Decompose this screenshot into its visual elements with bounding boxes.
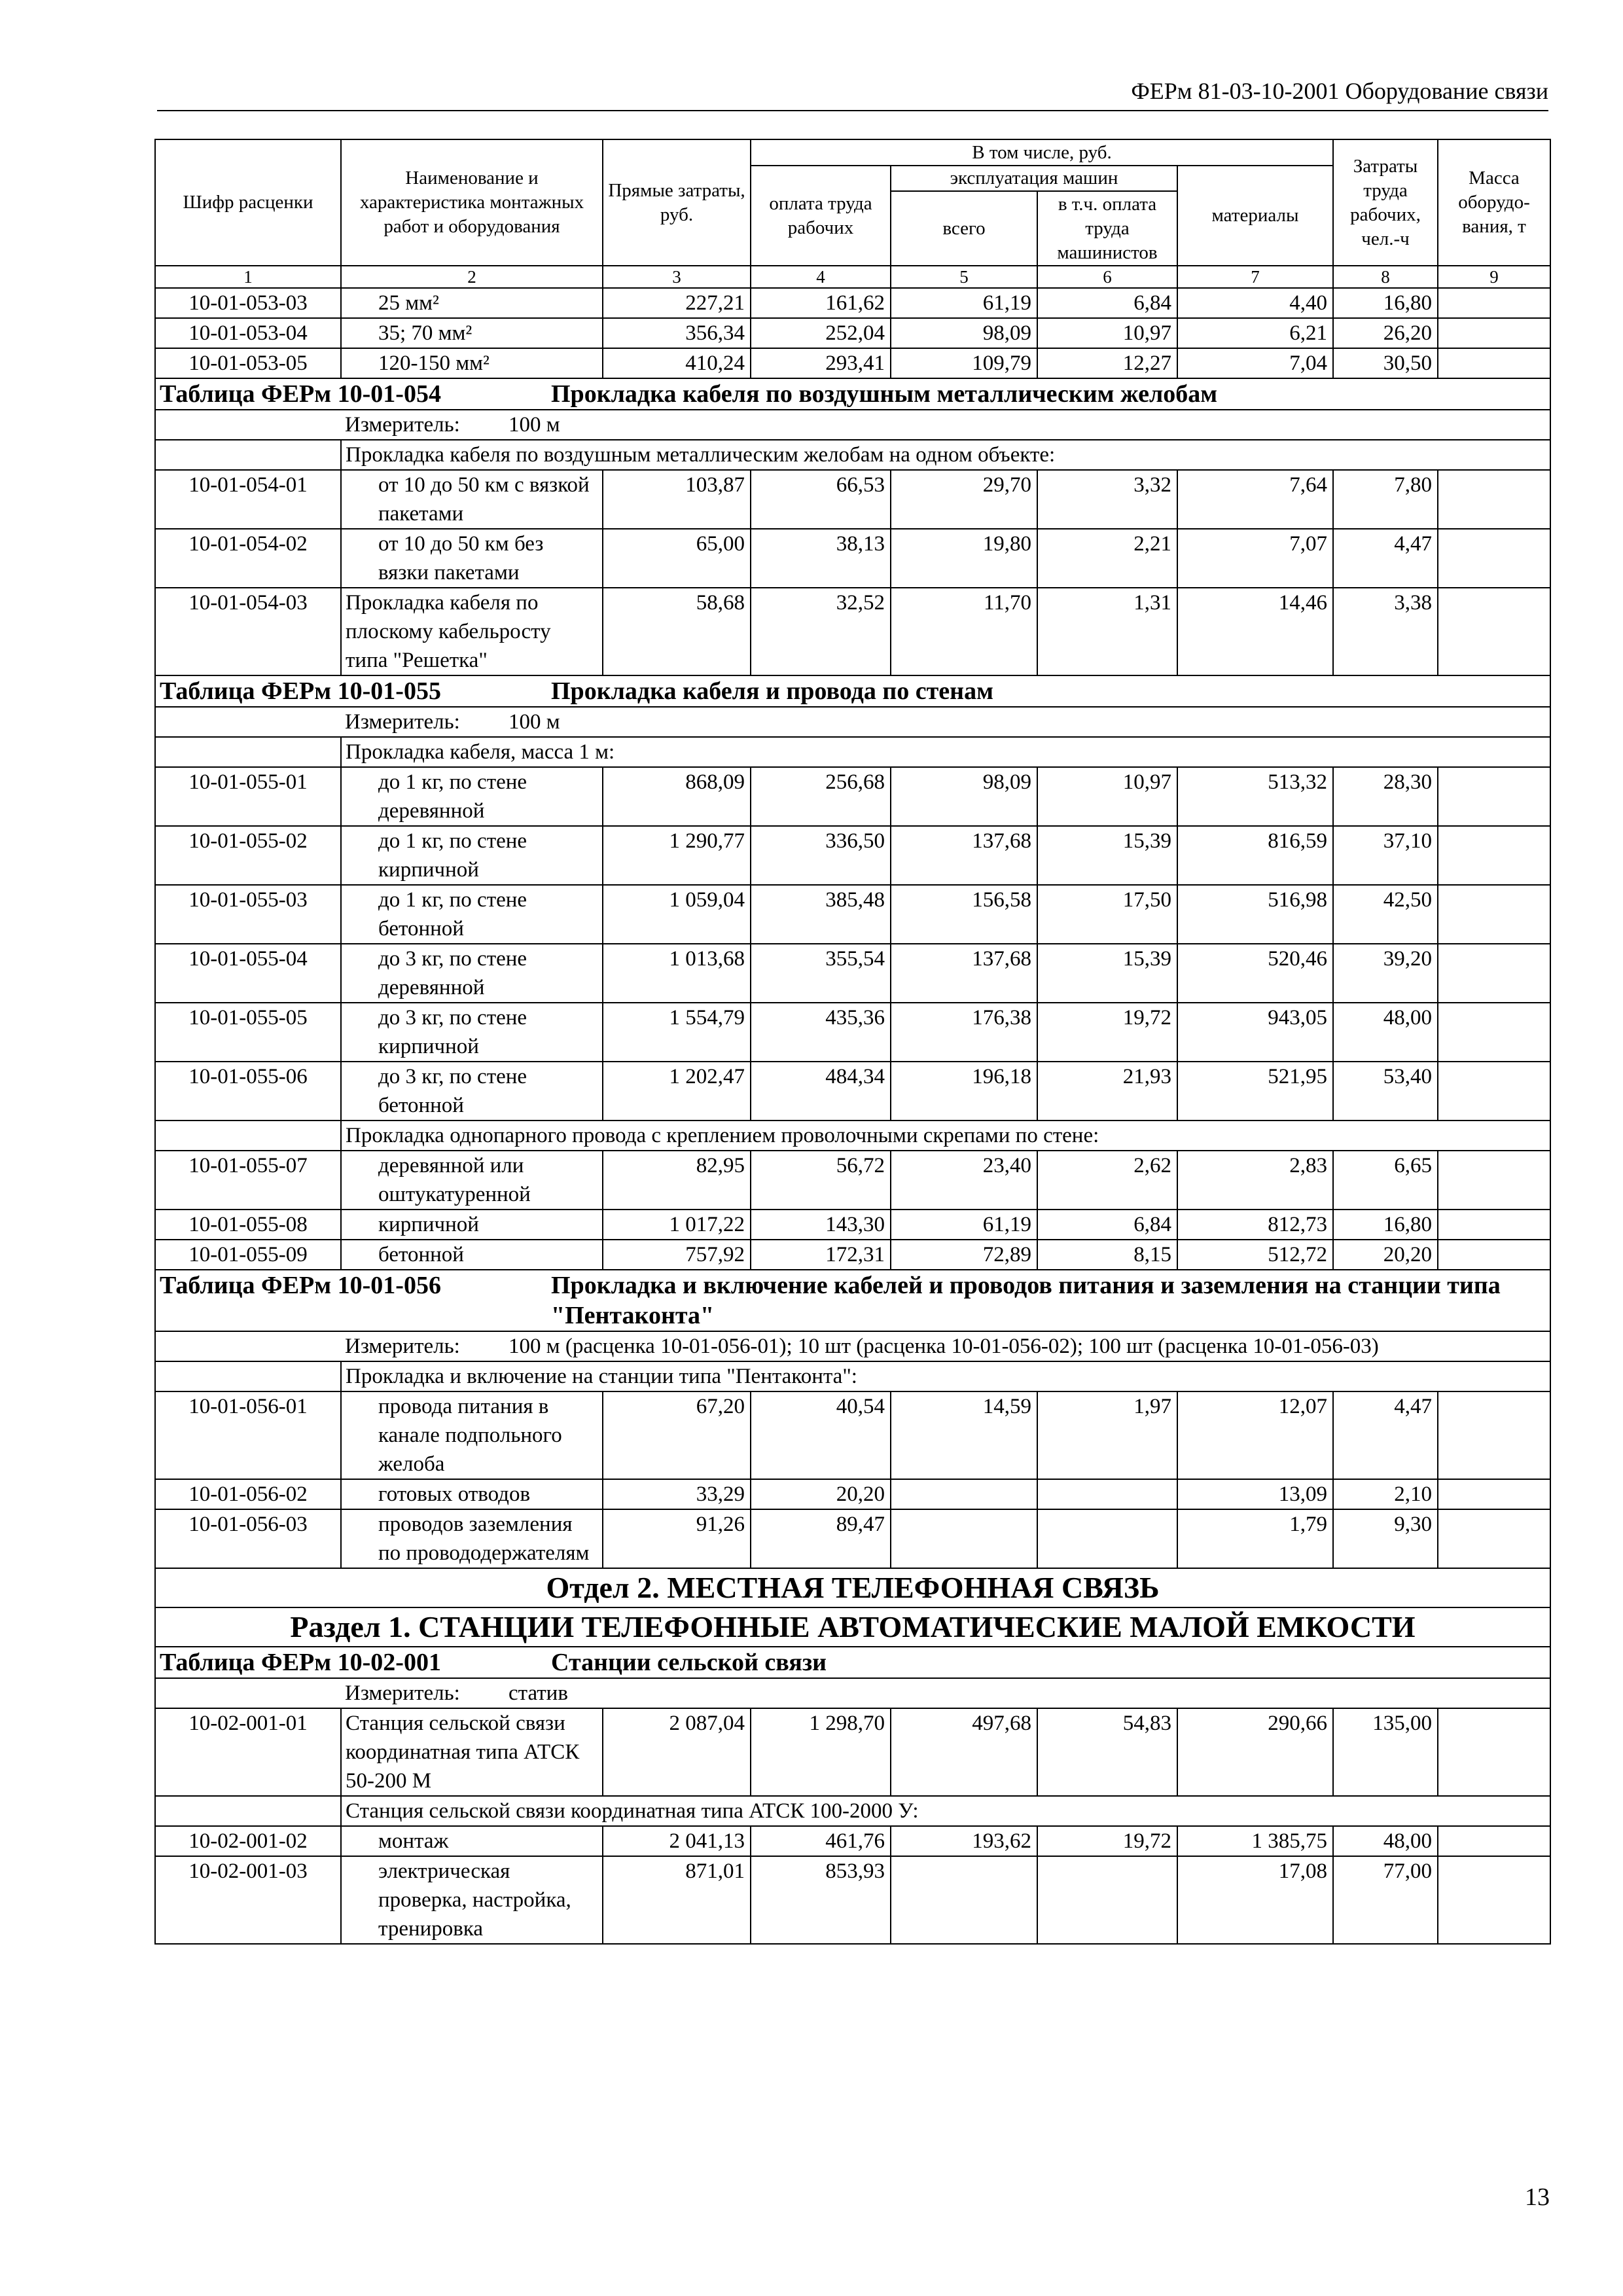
work-name: от 10 до 50 км с вязкой пакетами bbox=[341, 470, 603, 529]
labor-hours: 9,30 bbox=[1333, 1509, 1438, 1568]
table-row bbox=[155, 288, 1550, 318]
col-oplata: оплата труда рабочих bbox=[751, 166, 891, 266]
labor-pay: 461,76 bbox=[751, 1826, 891, 1856]
direct-costs: 868,09 bbox=[603, 767, 751, 826]
measure-label: Измеритель: bbox=[345, 1335, 460, 1358]
table-row bbox=[155, 1856, 1550, 1944]
rate-code: 10-01-055-04 bbox=[155, 944, 341, 1003]
table-row bbox=[155, 1708, 1550, 1796]
col-ekspl: эксплуатация машин bbox=[891, 166, 1177, 191]
machines-total: 137,68 bbox=[891, 944, 1037, 1003]
direct-costs: 103,87 bbox=[603, 470, 751, 529]
work-name: Станция сельской связи координатная типа АТСК 50-200 М bbox=[341, 1708, 603, 1796]
direct-costs: 1 554,79 bbox=[603, 1003, 751, 1062]
rate-code: 10-01-055-05 bbox=[155, 1003, 341, 1062]
labor-pay: 256,68 bbox=[751, 767, 891, 826]
rate-code: 10-02-001-01 bbox=[155, 1708, 341, 1796]
table-title: Станции сельской связи bbox=[551, 1649, 827, 1676]
col-vtomchisle: В том числе, руб. bbox=[751, 139, 1333, 166]
rate-code: 10-01-053-03 bbox=[155, 288, 341, 318]
subheader-text: Прокладка кабеля, масса 1 м: bbox=[341, 737, 1550, 767]
labor-pay: 66,53 bbox=[751, 470, 891, 529]
operators-pay bbox=[1037, 1856, 1177, 1944]
work-name: кирпичной bbox=[341, 1210, 603, 1240]
materials: 516,98 bbox=[1177, 885, 1333, 944]
machines-total: 176,38 bbox=[891, 1003, 1037, 1062]
work-name: проводов заземления по провододержателям bbox=[341, 1509, 603, 1568]
subsection-heading-row bbox=[155, 1607, 1550, 1647]
page-number: 13 bbox=[1525, 2183, 1550, 2211]
col-naim: Наименование и характеристика монтажных работ и оборудования bbox=[341, 139, 603, 266]
labor-hours: 6,65 bbox=[1333, 1151, 1438, 1210]
col-num: 3 bbox=[603, 266, 751, 288]
rate-code: 10-01-055-06 bbox=[155, 1062, 341, 1121]
table-title-row bbox=[155, 378, 1550, 410]
machines-total: 98,09 bbox=[891, 767, 1037, 826]
table-row bbox=[155, 1062, 1550, 1121]
labor-hours: 4,47 bbox=[1333, 529, 1438, 588]
table-row bbox=[155, 1479, 1550, 1509]
labor-hours: 39,20 bbox=[1333, 944, 1438, 1003]
subsection-heading: Раздел 1. СТАНЦИИ ТЕЛЕФОННЫЕ АВТОМАТИЧЕСКИЕ МАЛОЙ ЕМКОСТИ bbox=[155, 1607, 1550, 1647]
work-name: бетонной bbox=[341, 1240, 603, 1270]
labor-hours: 135,00 bbox=[1333, 1708, 1438, 1796]
equipment-mass bbox=[1438, 470, 1550, 529]
labor-hours: 53,40 bbox=[1333, 1062, 1438, 1121]
col-num: 9 bbox=[1438, 266, 1550, 288]
col-materialy: материалы bbox=[1177, 166, 1333, 266]
direct-costs: 82,95 bbox=[603, 1151, 751, 1210]
direct-costs: 1 290,77 bbox=[603, 826, 751, 885]
table-title: Прокладка кабеля по воздушным металлическим желобам bbox=[551, 380, 1218, 408]
work-name: до 3 кг, по стене кирпичной bbox=[341, 1003, 603, 1062]
equipment-mass bbox=[1438, 588, 1550, 675]
materials: 6,21 bbox=[1177, 318, 1333, 348]
table-row bbox=[155, 529, 1550, 588]
operators-pay: 10,97 bbox=[1037, 767, 1177, 826]
rate-code: 10-01-056-01 bbox=[155, 1391, 341, 1479]
table-row bbox=[155, 1210, 1550, 1240]
measure-value: статив bbox=[508, 1681, 568, 1705]
machines-total bbox=[891, 1856, 1037, 1944]
labor-hours: 7,80 bbox=[1333, 470, 1438, 529]
rate-code: 10-01-055-03 bbox=[155, 885, 341, 944]
equipment-mass bbox=[1438, 1826, 1550, 1856]
operators-pay: 6,84 bbox=[1037, 1210, 1177, 1240]
subheader-row bbox=[155, 440, 1550, 470]
operators-pay: 21,93 bbox=[1037, 1062, 1177, 1121]
subheader-text: Прокладка однопарного провода с креплением проволочными скрепами по стене: bbox=[341, 1121, 1550, 1151]
machines-total: 98,09 bbox=[891, 318, 1037, 348]
operators-pay: 15,39 bbox=[1037, 944, 1177, 1003]
rate-code: 10-01-056-02 bbox=[155, 1479, 341, 1509]
labor-pay: 385,48 bbox=[751, 885, 891, 944]
col-num: 2 bbox=[341, 266, 603, 288]
materials: 521,95 bbox=[1177, 1062, 1333, 1121]
labor-hours: 20,20 bbox=[1333, 1240, 1438, 1270]
measure-value: 100 м bbox=[508, 710, 560, 734]
direct-costs: 65,00 bbox=[603, 529, 751, 588]
rate-code: 10-02-001-02 bbox=[155, 1826, 341, 1856]
work-name: готовых отводов bbox=[341, 1479, 603, 1509]
measure-label: Измеритель: bbox=[345, 710, 460, 734]
labor-pay: 38,13 bbox=[751, 529, 891, 588]
direct-costs: 33,29 bbox=[603, 1479, 751, 1509]
labor-pay: 143,30 bbox=[751, 1210, 891, 1240]
labor-pay: 89,47 bbox=[751, 1509, 891, 1568]
table-title: Прокладка кабеля и провода по стенам bbox=[551, 677, 993, 705]
labor-hours: 30,50 bbox=[1333, 348, 1438, 378]
machines-total: 72,89 bbox=[891, 1240, 1037, 1270]
direct-costs: 58,68 bbox=[603, 588, 751, 675]
work-name: до 3 кг, по стене деревянной bbox=[341, 944, 603, 1003]
direct-costs: 410,24 bbox=[603, 348, 751, 378]
col-massa: Масса оборудо-вания, т bbox=[1438, 139, 1550, 266]
col-num: 4 bbox=[751, 266, 891, 288]
operators-pay: 3,32 bbox=[1037, 470, 1177, 529]
materials: 1 385,75 bbox=[1177, 1826, 1333, 1856]
materials: 812,73 bbox=[1177, 1210, 1333, 1240]
table-row bbox=[155, 1003, 1550, 1062]
measure-label: Измеритель: bbox=[345, 1681, 460, 1705]
col-vsego: всего bbox=[891, 191, 1037, 266]
direct-costs: 356,34 bbox=[603, 318, 751, 348]
equipment-mass bbox=[1438, 1509, 1550, 1568]
labor-pay: 355,54 bbox=[751, 944, 891, 1003]
labor-pay: 293,41 bbox=[751, 348, 891, 378]
operators-pay bbox=[1037, 1479, 1177, 1509]
operators-pay bbox=[1037, 1509, 1177, 1568]
table-code: Таблица ФЕРм 10-01-055 bbox=[160, 677, 441, 705]
operators-pay: 15,39 bbox=[1037, 826, 1177, 885]
measure-label: Измеритель: bbox=[345, 413, 460, 437]
direct-costs: 2 041,13 bbox=[603, 1826, 751, 1856]
materials: 290,66 bbox=[1177, 1708, 1333, 1796]
table-row bbox=[155, 1826, 1550, 1856]
labor-hours: 3,38 bbox=[1333, 588, 1438, 675]
rate-code: 10-02-001-03 bbox=[155, 1856, 341, 1944]
equipment-mass bbox=[1438, 767, 1550, 826]
labor-hours: 28,30 bbox=[1333, 767, 1438, 826]
labor-hours: 42,50 bbox=[1333, 885, 1438, 944]
table-title: Прокладка и включение кабелей и проводов питания и заземления на станции типа "Пентаконта" bbox=[551, 1272, 1501, 1329]
document-title: ФЕРм 81-03-10-2001 Оборудование связи bbox=[1131, 78, 1548, 104]
col-pryamye: Прямые затраты, руб. bbox=[603, 139, 751, 266]
equipment-mass bbox=[1438, 348, 1550, 378]
table-title-row bbox=[155, 1647, 1550, 1678]
equipment-mass bbox=[1438, 529, 1550, 588]
table-row bbox=[155, 348, 1550, 378]
labor-hours: 4,47 bbox=[1333, 1391, 1438, 1479]
work-name: Прокладка кабеля по плоскому кабельросту типа "Решетка" bbox=[341, 588, 603, 675]
equipment-mass bbox=[1438, 1210, 1550, 1240]
machines-total: 196,18 bbox=[891, 1062, 1037, 1121]
subheader-row bbox=[155, 1361, 1550, 1391]
table-row bbox=[155, 944, 1550, 1003]
machines-total: 14,59 bbox=[891, 1391, 1037, 1479]
work-name: до 3 кг, по стене бетонной bbox=[341, 1062, 603, 1121]
labor-hours: 16,80 bbox=[1333, 1210, 1438, 1240]
materials: 512,72 bbox=[1177, 1240, 1333, 1270]
operators-pay: 17,50 bbox=[1037, 885, 1177, 944]
direct-costs: 871,01 bbox=[603, 1856, 751, 1944]
labor-pay: 252,04 bbox=[751, 318, 891, 348]
direct-costs: 1 059,04 bbox=[603, 885, 751, 944]
table-row bbox=[155, 1391, 1550, 1479]
rate-code: 10-01-055-07 bbox=[155, 1151, 341, 1210]
equipment-mass bbox=[1438, 1708, 1550, 1796]
labor-hours: 77,00 bbox=[1333, 1856, 1438, 1944]
table-row bbox=[155, 1151, 1550, 1210]
equipment-mass bbox=[1438, 1479, 1550, 1509]
subheader-row bbox=[155, 1121, 1550, 1151]
work-name: провода питания в канале подпольного желоба bbox=[341, 1391, 603, 1479]
table-row bbox=[155, 885, 1550, 944]
rate-code: 10-01-053-05 bbox=[155, 348, 341, 378]
rate-code: 10-01-053-04 bbox=[155, 318, 341, 348]
machines-total: 29,70 bbox=[891, 470, 1037, 529]
col-shifr: Шифр расценки bbox=[155, 139, 341, 266]
col-num: 5 bbox=[891, 266, 1037, 288]
machines-total: 23,40 bbox=[891, 1151, 1037, 1210]
machines-total: 497,68 bbox=[891, 1708, 1037, 1796]
equipment-mass bbox=[1438, 1062, 1550, 1121]
direct-costs: 67,20 bbox=[603, 1391, 751, 1479]
materials: 520,46 bbox=[1177, 944, 1333, 1003]
equipment-mass bbox=[1438, 318, 1550, 348]
operators-pay: 1,31 bbox=[1037, 588, 1177, 675]
rate-code: 10-01-054-03 bbox=[155, 588, 341, 675]
table-row bbox=[155, 588, 1550, 675]
subheader-text: Прокладка и включение на станции типа "Пентаконта": bbox=[341, 1361, 1550, 1391]
rate-code: 10-01-054-01 bbox=[155, 470, 341, 529]
measure-row bbox=[155, 410, 1550, 440]
page-header bbox=[157, 79, 1548, 111]
labor-pay: 32,52 bbox=[751, 588, 891, 675]
direct-costs: 1 013,68 bbox=[603, 944, 751, 1003]
materials: 7,04 bbox=[1177, 348, 1333, 378]
col-zatraty: Затраты труда рабочих, чел.-ч bbox=[1333, 139, 1438, 266]
equipment-mass bbox=[1438, 1240, 1550, 1270]
materials: 7,64 bbox=[1177, 470, 1333, 529]
materials: 943,05 bbox=[1177, 1003, 1333, 1062]
equipment-mass bbox=[1438, 1856, 1550, 1944]
machines-total bbox=[891, 1509, 1037, 1568]
direct-costs: 227,21 bbox=[603, 288, 751, 318]
col-num: 8 bbox=[1333, 266, 1438, 288]
measure-row bbox=[155, 707, 1550, 737]
table-title-row bbox=[155, 1270, 1550, 1331]
labor-pay: 1 298,70 bbox=[751, 1708, 891, 1796]
work-name: монтаж bbox=[341, 1826, 603, 1856]
equipment-mass bbox=[1438, 288, 1550, 318]
table-header bbox=[155, 139, 1550, 288]
labor-hours: 48,00 bbox=[1333, 1003, 1438, 1062]
operators-pay: 8,15 bbox=[1037, 1240, 1177, 1270]
table-row bbox=[155, 767, 1550, 826]
operators-pay: 1,97 bbox=[1037, 1391, 1177, 1479]
labor-hours: 26,20 bbox=[1333, 318, 1438, 348]
labor-hours: 37,10 bbox=[1333, 826, 1438, 885]
measure-row bbox=[155, 1331, 1550, 1361]
operators-pay: 2,62 bbox=[1037, 1151, 1177, 1210]
table-row bbox=[155, 470, 1550, 529]
subheader-text: Прокладка кабеля по воздушным металлическим желобам на одном объекте: bbox=[341, 440, 1550, 470]
equipment-mass bbox=[1438, 1151, 1550, 1210]
materials: 816,59 bbox=[1177, 826, 1333, 885]
materials: 17,08 bbox=[1177, 1856, 1333, 1944]
measure-row bbox=[155, 1678, 1550, 1708]
machines-total: 137,68 bbox=[891, 826, 1037, 885]
labor-pay: 40,54 bbox=[751, 1391, 891, 1479]
direct-costs: 1 017,22 bbox=[603, 1210, 751, 1240]
machines-total: 193,62 bbox=[891, 1826, 1037, 1856]
operators-pay: 54,83 bbox=[1037, 1708, 1177, 1796]
operators-pay: 19,72 bbox=[1037, 1826, 1177, 1856]
machines-total: 156,58 bbox=[891, 885, 1037, 944]
materials: 1,79 bbox=[1177, 1509, 1333, 1568]
subheader-text: Станция сельской связи координатная типа АТСК 100-2000 У: bbox=[341, 1796, 1550, 1826]
section-heading-row bbox=[155, 1568, 1550, 1607]
table-code: Таблица ФЕРм 10-01-054 bbox=[160, 380, 441, 408]
work-name: 35; 70 мм² bbox=[341, 318, 603, 348]
rate-code: 10-01-055-02 bbox=[155, 826, 341, 885]
labor-pay: 336,50 bbox=[751, 826, 891, 885]
labor-pay: 20,20 bbox=[751, 1479, 891, 1509]
rate-code: 10-01-055-09 bbox=[155, 1240, 341, 1270]
materials: 14,46 bbox=[1177, 588, 1333, 675]
materials: 13,09 bbox=[1177, 1479, 1333, 1509]
operators-pay: 19,72 bbox=[1037, 1003, 1177, 1062]
equipment-mass bbox=[1438, 885, 1550, 944]
col-num: 1 bbox=[155, 266, 341, 288]
rate-code: 10-01-055-08 bbox=[155, 1210, 341, 1240]
rate-code: 10-01-054-02 bbox=[155, 529, 341, 588]
subheader-row bbox=[155, 1796, 1550, 1826]
machines-total: 19,80 bbox=[891, 529, 1037, 588]
work-name: до 1 кг, по стене бетонной bbox=[341, 885, 603, 944]
rates-table bbox=[154, 139, 1551, 1945]
materials: 12,07 bbox=[1177, 1391, 1333, 1479]
labor-pay: 484,34 bbox=[751, 1062, 891, 1121]
table-title-row bbox=[155, 675, 1550, 707]
table-row bbox=[155, 318, 1550, 348]
equipment-mass bbox=[1438, 1391, 1550, 1479]
machines-total bbox=[891, 1479, 1037, 1509]
work-name: до 1 кг, по стене деревянной bbox=[341, 767, 603, 826]
work-name: деревянной или оштукатуренной bbox=[341, 1151, 603, 1210]
labor-hours: 48,00 bbox=[1333, 1826, 1438, 1856]
table-row bbox=[155, 826, 1550, 885]
col-num: 7 bbox=[1177, 266, 1333, 288]
materials: 513,32 bbox=[1177, 767, 1333, 826]
machines-total: 109,79 bbox=[891, 348, 1037, 378]
labor-hours: 2,10 bbox=[1333, 1479, 1438, 1509]
direct-costs: 91,26 bbox=[603, 1509, 751, 1568]
measure-value: 100 м bbox=[508, 413, 560, 437]
labor-pay: 853,93 bbox=[751, 1856, 891, 1944]
labor-pay: 172,31 bbox=[751, 1240, 891, 1270]
section-heading: Отдел 2. МЕСТНАЯ ТЕЛЕФОННАЯ СВЯЗЬ bbox=[155, 1568, 1550, 1607]
work-name: электрическая проверка, настройка, тренировка bbox=[341, 1856, 603, 1944]
operators-pay: 2,21 bbox=[1037, 529, 1177, 588]
measure-value: 100 м (расценка 10-01-056-01); 10 шт (расценка 10-01-056-02); 100 шт (расценка 10-01-056-03) bbox=[508, 1335, 1379, 1358]
materials: 2,83 bbox=[1177, 1151, 1333, 1210]
rate-code: 10-01-056-03 bbox=[155, 1509, 341, 1568]
rate-code: 10-01-055-01 bbox=[155, 767, 341, 826]
work-name: 25 мм² bbox=[341, 288, 603, 318]
operators-pay: 6,84 bbox=[1037, 288, 1177, 318]
direct-costs: 1 202,47 bbox=[603, 1062, 751, 1121]
materials: 4,40 bbox=[1177, 288, 1333, 318]
machines-total: 61,19 bbox=[891, 1210, 1037, 1240]
machines-total: 61,19 bbox=[891, 288, 1037, 318]
table-code: Таблица ФЕРм 10-01-056 bbox=[160, 1272, 441, 1299]
work-name: 120-150 мм² bbox=[341, 348, 603, 378]
operators-pay: 12,27 bbox=[1037, 348, 1177, 378]
table-code: Таблица ФЕРм 10-02-001 bbox=[160, 1649, 441, 1676]
labor-pay: 435,36 bbox=[751, 1003, 891, 1062]
labor-pay: 56,72 bbox=[751, 1151, 891, 1210]
work-name: до 1 кг, по стене кирпичной bbox=[341, 826, 603, 885]
work-name: от 10 до 50 км без вязки пакетами bbox=[341, 529, 603, 588]
materials: 7,07 bbox=[1177, 529, 1333, 588]
subheader-row bbox=[155, 737, 1550, 767]
equipment-mass bbox=[1438, 1003, 1550, 1062]
col-vtch: в т.ч. оплата труда машинистов bbox=[1037, 191, 1177, 266]
labor-pay: 161,62 bbox=[751, 288, 891, 318]
equipment-mass bbox=[1438, 826, 1550, 885]
equipment-mass bbox=[1438, 944, 1550, 1003]
labor-hours: 16,80 bbox=[1333, 288, 1438, 318]
col-num: 6 bbox=[1037, 266, 1177, 288]
direct-costs: 2 087,04 bbox=[603, 1708, 751, 1796]
table-row bbox=[155, 1240, 1550, 1270]
machines-total: 11,70 bbox=[891, 588, 1037, 675]
operators-pay: 10,97 bbox=[1037, 318, 1177, 348]
table-row bbox=[155, 1509, 1550, 1568]
direct-costs: 757,92 bbox=[603, 1240, 751, 1270]
